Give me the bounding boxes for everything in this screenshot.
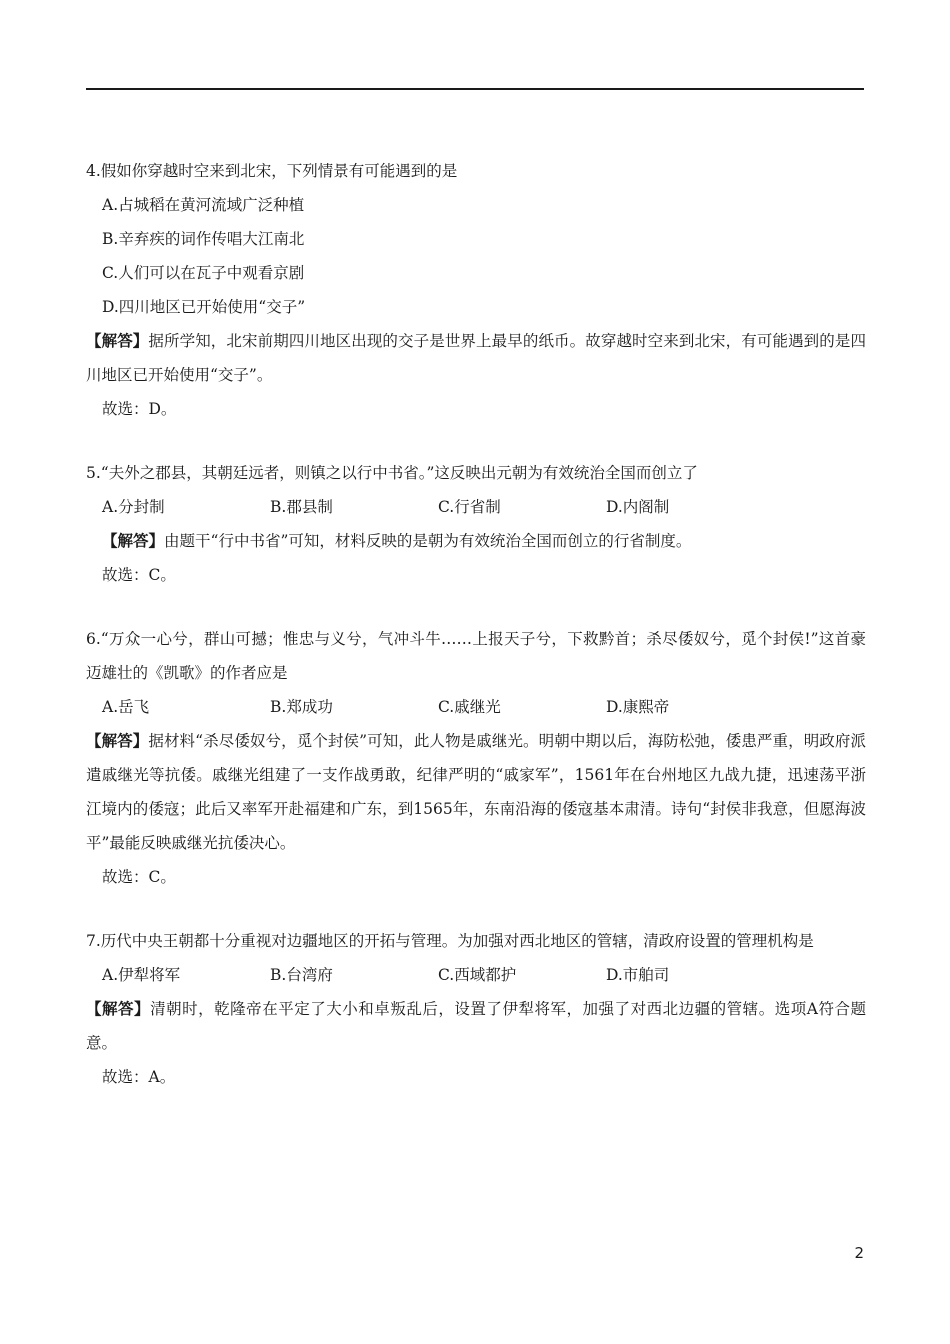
answer-tag: 【解答】: [86, 331, 149, 350]
option-a: A.占城稻在黄河流域广泛种植: [102, 196, 305, 214]
answer-explanation: [86, 524, 866, 558]
page-number: 2: [854, 1244, 864, 1262]
answer-choice: 故选：D。: [102, 400, 177, 418]
question-stem: 5.“夫外之郡县，其朝廷远者，则镇之以行中书省。”这反映出元朝为有效统治全国而创立了: [86, 464, 698, 482]
answer-tag: 【解答】: [86, 731, 149, 750]
answer-explanation: [86, 992, 866, 1060]
option-b: B.辛弃疾的词作传唱大江南北: [102, 230, 305, 248]
question-4: [86, 154, 866, 426]
option-b: B.台湾府: [270, 966, 333, 984]
option-c: C.西域都护: [438, 966, 517, 984]
option-c: C.行省制: [438, 498, 501, 516]
answer-explanation: [86, 324, 866, 392]
option-a: A.岳飞: [102, 698, 150, 716]
answer-tag: 【解答】: [86, 999, 151, 1018]
option-d: D.市舶司: [606, 966, 670, 984]
option-b: B.郡县制: [270, 498, 333, 516]
answer-choice: 故选：A。: [102, 1068, 176, 1086]
answer-tag: 【解答】: [102, 531, 165, 550]
answer-text: 由题干“行中书省”可知，材料反映的是朝为有效统治全国而创立的行省制度。: [164, 532, 692, 550]
document-body: [86, 154, 866, 1094]
options-row: [86, 958, 866, 992]
spacer: [86, 592, 866, 622]
spacer: [86, 426, 866, 456]
header-rule: [86, 88, 864, 90]
question-stem: 4.假如你穿越时空来到北宋，下列情景有可能遇到的是: [86, 162, 458, 180]
question-5: [86, 456, 866, 592]
options-row: [86, 690, 866, 724]
question-7: [86, 924, 866, 1094]
option-d: D.康熙帝: [606, 698, 670, 716]
options-row: [86, 490, 866, 524]
option-c: C.人们可以在瓦子中观看京剧: [102, 264, 305, 282]
answer-text: 据材料“杀尽倭奴兮，觅个封侯”可知，此人物是戚继光。明朝中期以后，海防松弛，倭患严重，明政府派遣戚继光等抗倭。戚继光组建了一支作战勇敢，纪律严明的“戚家军”，1561年在台州地区九战九捷，迅速荡平浙江境内的倭寇；此后又率军开赴福建和广东，到1565年，东南沿海的倭寇基本肃清。诗句“封侯非我意，但愿海波平”最能反映戚继光抗倭决心。: [86, 732, 866, 852]
option-b: B.郑成功: [270, 698, 333, 716]
answer-choice: 故选：C。: [102, 566, 176, 584]
answer-text: 清朝时，乾隆帝在平定了大小和卓叛乱后，设置了伊犁将军，加强了对西北边疆的管辖。选项A符合题意。: [86, 1000, 866, 1052]
option-d: D.内阁制: [606, 498, 670, 516]
option-d: D.四川地区已开始使用“交子”: [102, 298, 306, 316]
question-6: [86, 622, 866, 894]
spacer: [86, 894, 866, 924]
answer-choice: 故选：C。: [102, 868, 176, 886]
option-c: C.戚继光: [438, 698, 501, 716]
answer-text: 据所学知，北宋前期四川地区出现的交子是世界上最早的纸币。故穿越时空来到北宋，有可能遇到的是四川地区已开始使用“交子”。: [86, 332, 866, 384]
answer-explanation: [86, 724, 866, 860]
question-stem: 7.历代中央王朝都十分重视对边疆地区的开拓与管理。为加强对西北地区的管辖，清政府设置的管理机构是: [86, 932, 814, 950]
option-a: A.分封制: [102, 498, 165, 516]
question-stem: 6.“万众一心兮，群山可撼；惟忠与义兮，气冲斗牛……上报天子兮，下救黔首；杀尽倭奴兮，觅个封侯!”这首豪迈雄壮的《凯歌》的作者应是: [86, 630, 866, 682]
option-a: A.伊犁将军: [102, 966, 181, 984]
